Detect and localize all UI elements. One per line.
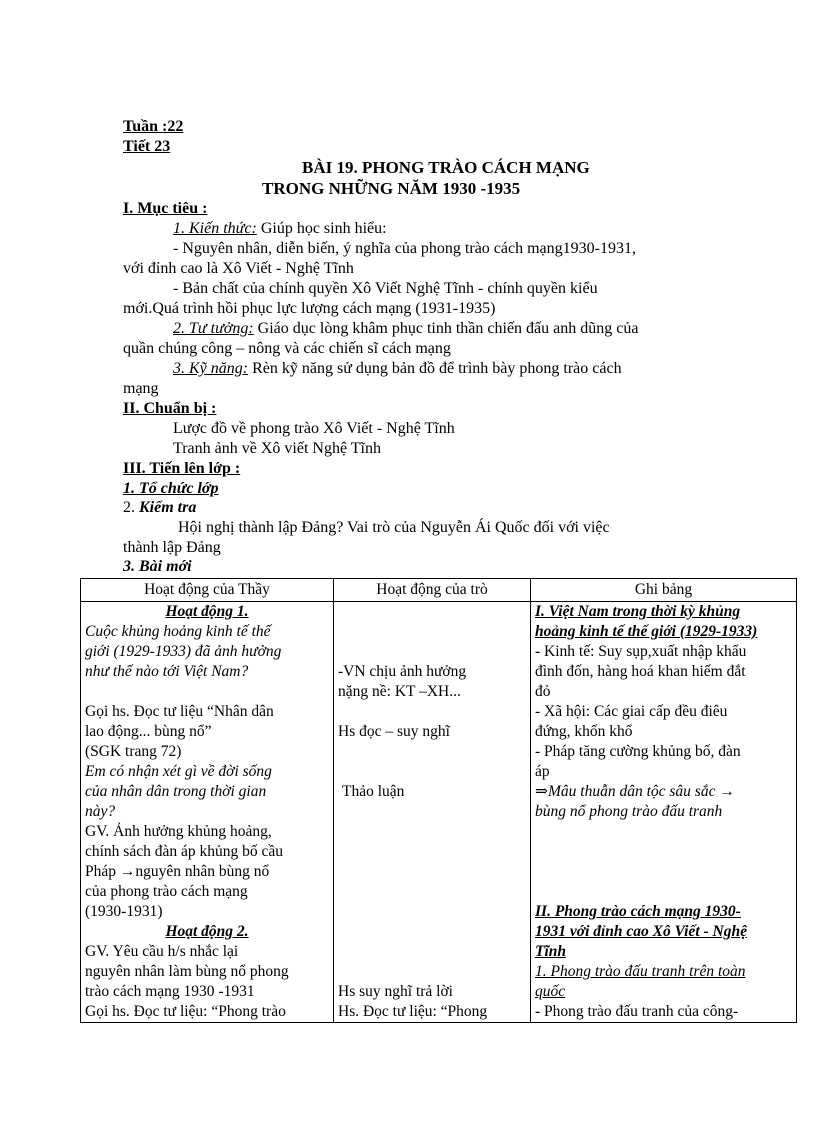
preparation-item-1: Lược đồ về phong trào Xô Viết - Nghệ Tĩnh: [173, 420, 455, 437]
teacher-summary-b: chính sách đàn áp khủng bố cầu: [85, 843, 283, 860]
student-answer-4: Hs suy nghĩ trả lời: [338, 983, 453, 1000]
procedure-heading: III. Tiến lên lớp :: [123, 460, 241, 477]
board-conclusion-a: ⇒Mâu thuẫn dân tộc sâu sắc →: [535, 783, 735, 800]
header-board: Ghi bảng: [531, 579, 797, 602]
step-check: [123, 499, 196, 517]
spacer: [338, 842, 526, 862]
spacer: [535, 822, 792, 842]
spacer: [535, 882, 792, 902]
spacer: [338, 702, 526, 722]
student-answer-5: Hs. Đọc tư liệu: “Phong: [338, 1003, 488, 1020]
spacer: [338, 962, 526, 982]
thought-line: [173, 319, 638, 339]
teacher-reading-1a: Gọi hs. Đọc tư liệu “Nhân dân: [85, 703, 274, 720]
board-economy-a: - Kinh tế: Suy sụp,xuất nhập khẩu: [535, 643, 747, 660]
teacher-summary-e: (1930-1931): [85, 903, 163, 920]
lesson-title-line1: BÀI 19. PHONG TRÀO CÁCH MẠNG: [302, 158, 590, 177]
board-section-2c: Tĩnh: [535, 943, 567, 960]
board-economy-b: đình đốn, hàng hoá khan hiếm đắt: [535, 663, 746, 680]
skill-text: Rèn kỹ năng sử dụng bản đồ để trình bày phong trào cách: [248, 360, 622, 377]
spacer: [338, 742, 526, 762]
knowledge-detail-4: mới.Quá trình hồi phục lực lượng cách mạng (1931-1935): [123, 300, 496, 317]
teacher-summary-a: GV. Ảnh hưởng khủng hoảng,: [85, 823, 272, 840]
week-label: Tuần :22: [123, 118, 184, 135]
board-last-line: - Phong trào đấu tranh của công-: [535, 1003, 739, 1020]
board-society-b: đứng, khốn khổ: [535, 723, 633, 740]
spacer: [338, 642, 526, 662]
skill-detail: mạng: [123, 380, 159, 397]
teacher-question-2a: Em có nhận xét gì về đời sống: [85, 763, 272, 780]
step-check-label: Kiểm tra: [139, 499, 197, 516]
student-cell: [334, 602, 531, 1023]
teacher-summary-c: Pháp →nguyên nhân bùng nổ: [85, 863, 270, 880]
thought-detail: quần chúng công – nông và các chiến sĩ cách mạng: [123, 340, 451, 357]
spacer: [338, 942, 526, 962]
step-organize-class: 1. Tổ chức lớp: [123, 480, 219, 497]
table-row: [81, 602, 797, 1023]
knowledge-detail-1: - Nguyên nhân, diễn biến, ý nghĩa của phong trào cách mạng1930-1931,: [173, 240, 636, 257]
spacer: [338, 822, 526, 842]
teacher-activity-2a: GV. Yêu cầu h/s nhắc lại: [85, 943, 239, 960]
teacher-reading-1c: (SGK trang 72): [85, 743, 182, 760]
teacher-question-1c: như thế nào tới Việt Nam?: [85, 663, 249, 680]
teacher-activity-2d: Gọi hs. Đọc tư liệu: “Phong trào: [85, 1003, 286, 1020]
thought-label: 2. Tư tưởng:: [173, 320, 254, 337]
knowledge-detail-3: - Bản chất của chính quyền Xô Viết Nghệ Tĩnh - chính quyền kiểu: [173, 280, 598, 297]
step-check-number: 2.: [123, 499, 139, 516]
teacher-reading-1b: lao động... bùng nổ”: [85, 723, 212, 740]
board-society-a: - Xã hội: Các giai cấp đều điêu: [535, 703, 728, 720]
student-answer-3: Thảo luận: [342, 783, 405, 800]
board-economy-c: đỏ: [535, 683, 551, 700]
header-student: Hoạt động của trò: [334, 579, 531, 602]
spacer: [535, 862, 792, 882]
spacer: [338, 602, 526, 622]
lesson-title-line2: TRONG NHỮNG NĂM 1930 -1935: [262, 179, 521, 198]
step-new-lesson: 3. Bài mới: [123, 558, 192, 575]
spacer: [338, 862, 526, 882]
spacer: [338, 922, 526, 942]
student-answer-1a: -VN chịu ảnh hưởng: [338, 663, 467, 680]
board-france-a: - Pháp tăng cường khủng bố, đàn: [535, 743, 741, 760]
teacher-question-1a: Cuộc khủng hoảng kinh tế thế: [85, 623, 271, 640]
teacher-question-2c: này?: [85, 803, 116, 820]
teacher-summary-d: của phong trào cách mạng: [85, 883, 248, 900]
activity-2-title: Hoạt động 2.: [165, 923, 249, 940]
board-cell: [531, 602, 797, 1023]
spacer: [338, 882, 526, 902]
knowledge-label: 1. Kiến thức:: [173, 220, 257, 237]
teacher-cell: [81, 602, 334, 1023]
preparation-item-2: Tranh ảnh về Xô viết Nghệ Tĩnh: [173, 440, 381, 457]
knowledge-detail-2: với đỉnh cao là Xô Viết - Nghệ Tĩnh: [123, 260, 354, 277]
spacer: [85, 682, 329, 702]
spacer: [338, 902, 526, 922]
spacer: [338, 762, 526, 782]
knowledge-line: [173, 219, 387, 239]
spacer: [535, 842, 792, 862]
board-section-2b: 1931 với đỉnh cao Xô Viết - Nghệ: [535, 923, 747, 940]
teacher-activity-2c: trào cách mạng 1930 -1931: [85, 983, 255, 1000]
teacher-question-1b: giới (1929-1933) đã ảnh hưởng: [85, 643, 282, 660]
check-question-1: Hội nghị thành lập Đảng? Vai trò của Nguyễn Ái Quốc đối với việc: [178, 519, 610, 536]
skill-label: 3. Kỹ năng:: [173, 360, 249, 377]
knowledge-text: Giúp học sinh hiểu:: [256, 220, 387, 237]
student-answer-1b: nặng nề: KT –XH...: [338, 683, 461, 700]
teacher-question-2b: của nhân dân trong thời gian: [85, 783, 267, 800]
board-conclusion-b: bùng nổ phong trào đấu tranh: [535, 803, 723, 820]
activity-1-title: Hoạt động 1.: [165, 603, 249, 620]
board-subsection-1a: 1. Phong trào đấu tranh trên toàn: [535, 963, 746, 980]
board-section-2a: II. Phong trào cách mạng 1930-: [535, 903, 741, 920]
period-label: Tiết 23: [123, 138, 171, 155]
board-section-1a: I. Việt Nam trong thời kỳ khủng: [535, 603, 741, 620]
board-section-1b: hoảng kinh tế thế giới (1929-1933): [535, 623, 758, 640]
table-header-row: [81, 579, 797, 602]
header-teacher: Hoạt động của Thầy: [81, 579, 334, 602]
skill-line: [173, 359, 622, 379]
preparation-heading: II. Chuẩn bị :: [123, 400, 217, 417]
spacer: [338, 622, 526, 642]
student-answer-2: Hs đọc – suy nghĩ: [338, 723, 450, 740]
objectives-heading: I. Mục tiêu :: [123, 200, 208, 217]
thought-text: Giáo dục lòng khâm phục tinh thần chiến đấu anh dũng của: [253, 320, 639, 337]
teacher-activity-2b: nguyên nhân làm bùng nổ phong: [85, 963, 289, 980]
board-subsection-1b: quốc: [535, 983, 566, 1000]
spacer: [338, 802, 526, 822]
check-question-2: thành lập Đảng: [123, 539, 221, 556]
lesson-table: [80, 578, 797, 1023]
board-france-b: áp: [535, 763, 550, 780]
